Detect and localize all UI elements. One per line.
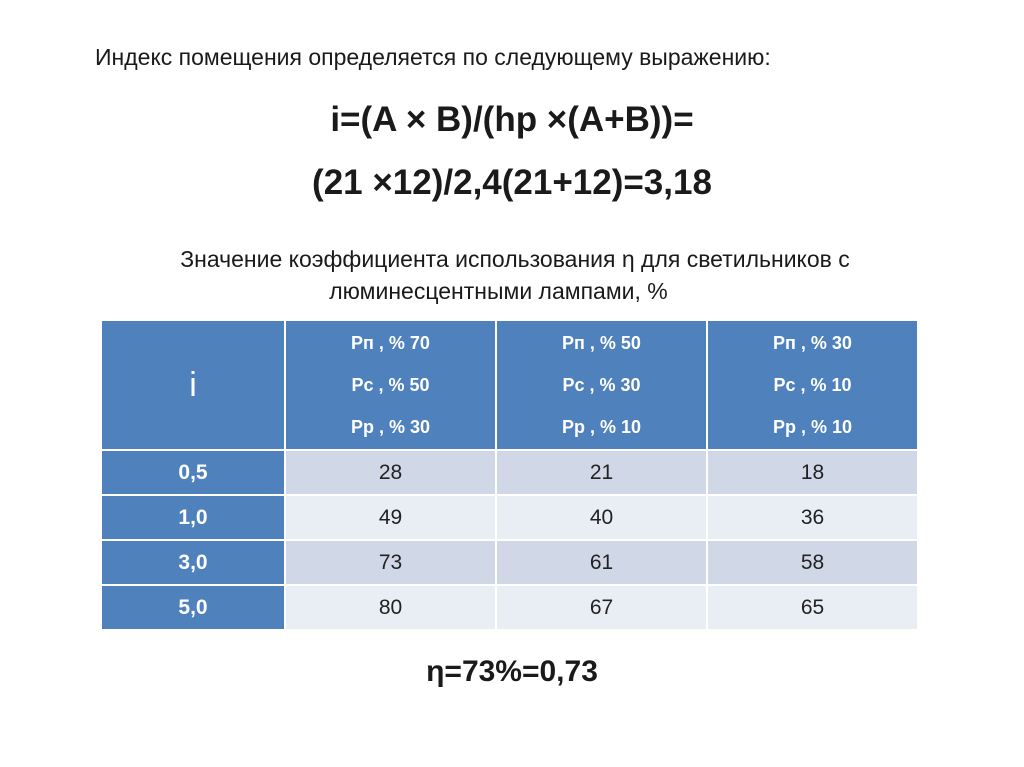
table-row bbox=[101, 540, 918, 585]
rc-value: Рс , % 30 bbox=[562, 375, 641, 395]
intro-text: Индекс помещения определяется по следующему выражению: bbox=[95, 44, 771, 70]
row-label-i: 5,0 bbox=[101, 585, 285, 630]
column-header-3 bbox=[707, 320, 918, 450]
table-cell: 65 bbox=[707, 585, 918, 630]
table-cell: 61 bbox=[496, 540, 707, 585]
rc-value: Рс , % 50 bbox=[351, 375, 430, 395]
table-cell: 73 bbox=[285, 540, 496, 585]
row-label-i: 0,5 bbox=[101, 450, 285, 495]
rp-value: Рп , % 70 bbox=[351, 333, 430, 353]
room-index-formula: i=(A × B)/(hp ×(A+B))= bbox=[330, 100, 694, 139]
table-cell: 80 bbox=[285, 585, 496, 630]
rr-value: Рр , % 10 bbox=[772, 417, 853, 437]
row-label-i: 1,0 bbox=[101, 495, 285, 540]
table-cell: 58 bbox=[707, 540, 918, 585]
table-caption bbox=[0, 243, 1024, 307]
rp-value: Рп , % 50 bbox=[562, 333, 641, 353]
column-header-2 bbox=[496, 320, 707, 450]
table-caption-line-2: люминесцентными лампами, % bbox=[329, 278, 668, 304]
column-header-i: i bbox=[101, 320, 285, 450]
table-cell: 21 bbox=[496, 450, 707, 495]
table-caption-line-1: Значение коэффициента использования η для светильников с bbox=[180, 246, 850, 272]
rr-value: Рр , % 10 bbox=[561, 417, 642, 437]
table-header-row bbox=[101, 320, 918, 450]
rc-value: Рс , % 10 bbox=[773, 375, 852, 395]
column-header-1 bbox=[285, 320, 496, 450]
table-cell: 67 bbox=[496, 585, 707, 630]
table-cell: 49 bbox=[285, 495, 496, 540]
table-row bbox=[101, 495, 918, 540]
table-cell: 36 bbox=[707, 495, 918, 540]
utilization-coefficient-table bbox=[100, 319, 919, 631]
table-row bbox=[101, 585, 918, 630]
rr-value: Рр , % 30 bbox=[350, 417, 431, 437]
table-row bbox=[101, 450, 918, 495]
row-label-i: 3,0 bbox=[101, 540, 285, 585]
result-value: η=73%=0,73 bbox=[426, 655, 598, 688]
table-cell: 18 bbox=[707, 450, 918, 495]
room-index-calculation: (21 ×12)/2,4(21+12)=3,18 bbox=[312, 163, 712, 202]
table-cell: 40 bbox=[496, 495, 707, 540]
table-cell: 28 bbox=[285, 450, 496, 495]
rp-value: Рп , % 30 bbox=[773, 333, 852, 353]
